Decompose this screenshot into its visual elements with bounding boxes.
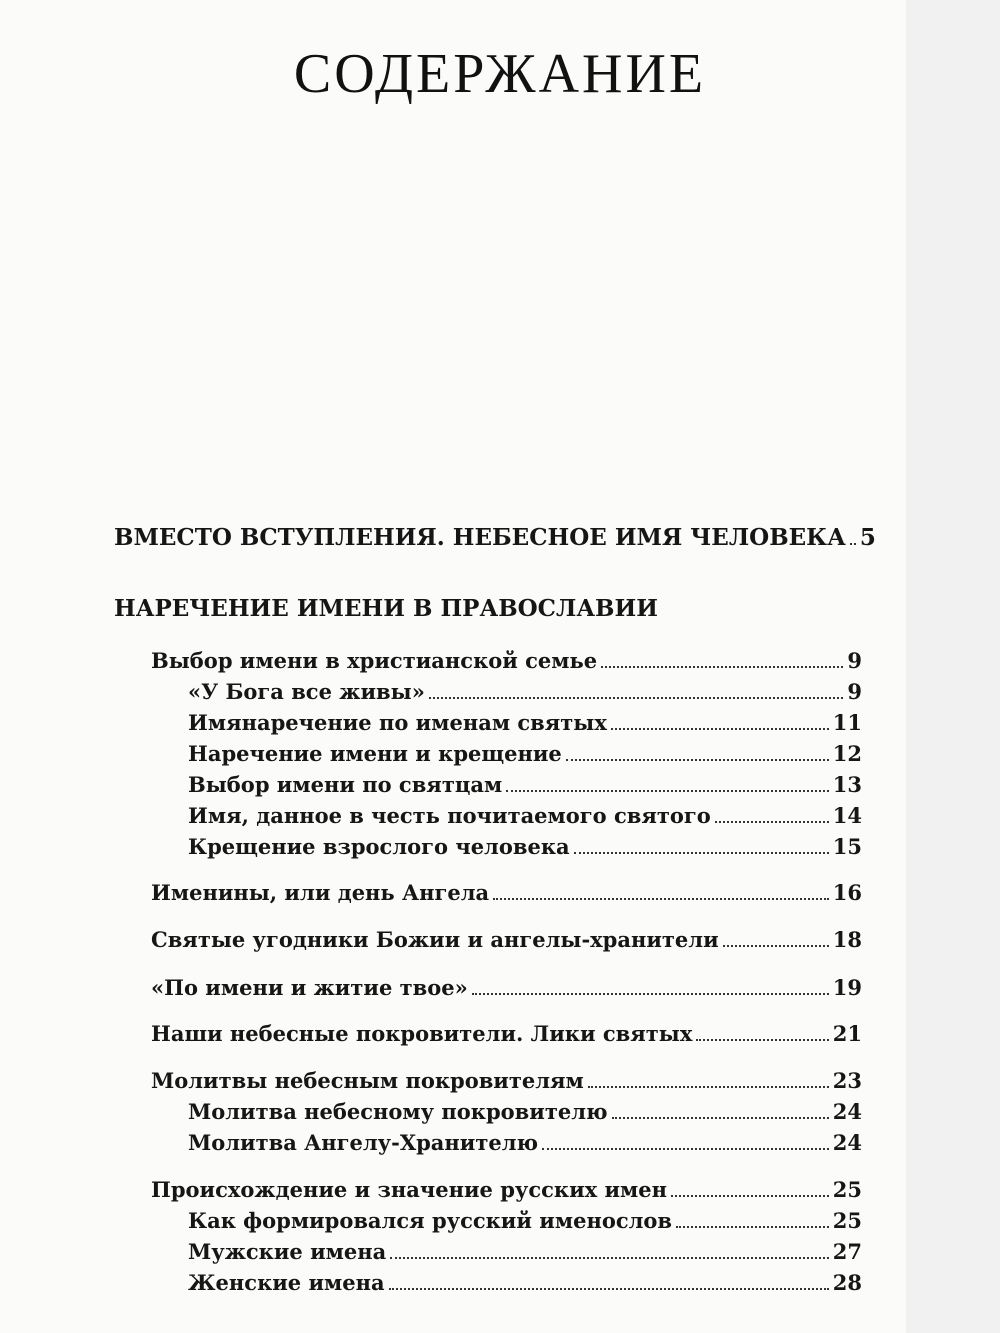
toc-entry[interactable] xyxy=(151,1175,862,1205)
toc-entry-title: ВМЕСТО ВСТУПЛЕНИЯ. НЕБЕСНОЕ ИМЯ ЧЕЛОВЕКА xyxy=(114,524,846,551)
toc-entry[interactable] xyxy=(151,646,862,676)
toc-entry-page: 9 xyxy=(847,679,862,704)
toc-entry-page: 24 xyxy=(832,1099,862,1124)
toc-leader-dots xyxy=(611,728,829,730)
toc-entry-page: 9 xyxy=(847,648,862,673)
toc-entry-title: Крещение взрослого человека xyxy=(188,834,570,859)
toc-subentry[interactable] xyxy=(188,832,862,862)
toc-entry[interactable] xyxy=(151,878,862,908)
toc-entry-title: Наречение имени и крещение xyxy=(188,741,562,766)
toc-leader-dots xyxy=(429,697,844,699)
toc-entry-page: 25 xyxy=(832,1177,862,1202)
toc-subentry[interactable] xyxy=(188,1237,862,1267)
toc-entry-title: Происхождение и значение русских имен xyxy=(151,1177,668,1202)
toc-leader-dots xyxy=(696,1039,828,1041)
toc-entry-title: Выбор имени по святцам xyxy=(188,772,503,797)
toc-section-heading[interactable] xyxy=(114,594,674,624)
toc-entry-page: 14 xyxy=(832,803,862,828)
toc-entry-title: «По имени и житие твое» xyxy=(151,975,468,1000)
toc-leader-dots xyxy=(601,666,843,668)
toc-leader-dots xyxy=(390,1257,829,1259)
toc-entry-title: Молитвы небесным покровителям xyxy=(151,1068,584,1093)
toc-entry-title: Как формировался русский именослов xyxy=(188,1208,673,1233)
toc-entry[interactable] xyxy=(151,1066,862,1096)
toc-entry-title: Именины, или день Ангела xyxy=(151,880,490,905)
toc-subentry[interactable] xyxy=(188,708,862,738)
toc-entry-page: 5 xyxy=(859,524,876,551)
toc-entry[interactable] xyxy=(151,1019,862,1049)
toc-subentry[interactable] xyxy=(188,677,862,707)
toc-entry-page: 11 xyxy=(832,710,862,735)
toc-entry-page: 28 xyxy=(832,1270,862,1295)
toc-entry-title: Имя, данное в честь почитаемого святого xyxy=(188,803,711,828)
toc-leader-dots xyxy=(612,1117,829,1119)
toc-leader-dots xyxy=(723,945,829,947)
toc-leader-dots xyxy=(542,1148,829,1150)
toc-entry-title: «У Бога все живы» xyxy=(188,679,425,704)
toc-entry-page: 16 xyxy=(832,880,862,905)
page-title: СОДЕРЖАНИЕ xyxy=(293,43,707,105)
toc-subentry[interactable] xyxy=(188,770,862,800)
toc-subentry[interactable] xyxy=(188,801,862,831)
toc-subentry[interactable] xyxy=(188,1268,862,1298)
toc-leader-dots xyxy=(566,759,829,761)
toc-entry-page: 27 xyxy=(832,1239,862,1264)
toc-leader-dots xyxy=(715,821,829,823)
toc-subentry[interactable] xyxy=(188,1097,862,1127)
toc-subentry[interactable] xyxy=(188,1206,862,1236)
toc-entry-title: Молитва Ангелу-Хранителю xyxy=(188,1130,539,1155)
toc-entry-page: 25 xyxy=(832,1208,862,1233)
toc-entry-title: Выбор имени в христианской семье xyxy=(151,648,598,673)
toc-entry-title: Женские имена xyxy=(188,1270,385,1295)
toc-leader-dots xyxy=(506,790,829,792)
toc-subentry[interactable] xyxy=(188,1128,862,1158)
toc-leader-dots xyxy=(676,1226,829,1228)
toc-leader-dots xyxy=(850,543,856,545)
toc-leader-dots xyxy=(389,1288,829,1290)
toc-leader-dots xyxy=(588,1086,829,1088)
toc-entry-page: 23 xyxy=(832,1068,862,1093)
toc-entry-introduction[interactable] xyxy=(114,523,876,553)
toc-entry-title: Мужские имена xyxy=(188,1239,387,1264)
toc-leader-dots xyxy=(493,898,829,900)
toc-entry-title: Святые угодники Божии и ангелы-хранители xyxy=(151,927,719,952)
toc-entry-page: 13 xyxy=(832,772,862,797)
toc-entry-title: НАРЕЧЕНИЕ ИМЕНИ В ПРАВОСЛАВИИ xyxy=(114,595,658,622)
toc-entry-title: Наши небесные покровители. Лики святых xyxy=(151,1021,693,1046)
toc-entry-page: 19 xyxy=(832,975,862,1000)
toc-entry-page: 15 xyxy=(832,834,862,859)
toc-entry[interactable] xyxy=(151,925,862,955)
toc-entry-page: 21 xyxy=(832,1021,862,1046)
toc-leader-dots xyxy=(472,993,829,995)
toc-subentry[interactable] xyxy=(188,739,862,769)
toc-entry[interactable] xyxy=(151,973,862,1003)
toc-entry-title: Имянаречение по именам святых xyxy=(188,710,607,735)
toc-entry-page: 12 xyxy=(832,741,862,766)
toc-entry-page: 18 xyxy=(832,927,862,952)
toc-leader-dots xyxy=(671,1195,829,1197)
toc-leader-dots xyxy=(574,852,829,854)
toc-entry-page: 24 xyxy=(832,1130,862,1155)
toc-entry-title: Молитва небесному покровителю xyxy=(188,1099,608,1124)
